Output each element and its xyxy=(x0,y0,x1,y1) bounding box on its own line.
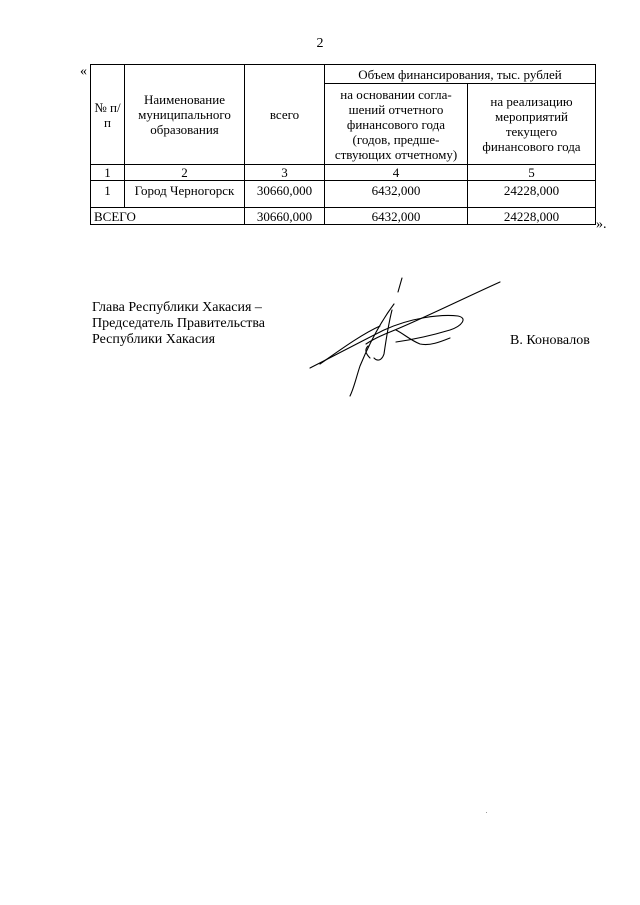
header-name: Наименование муниципального образования xyxy=(125,65,245,165)
row-num: 1 xyxy=(91,181,125,208)
column-number: 3 xyxy=(245,165,325,181)
row-name: Город Черногорск xyxy=(125,181,245,208)
table-row xyxy=(91,181,596,208)
quote-open: « xyxy=(80,64,87,79)
column-number: 5 xyxy=(468,165,596,181)
column-number-row xyxy=(91,165,596,181)
header-num: № п/п xyxy=(91,65,125,165)
column-number: 2 xyxy=(125,165,245,181)
total-sum: 30660,000 xyxy=(245,208,325,225)
scan-speck xyxy=(486,812,487,813)
column-number: 1 xyxy=(91,165,125,181)
page-number: 2 xyxy=(316,36,324,51)
header-agreements: на основании согла-шений отчетного финансового года (годов, предше-ствующих отчетному) xyxy=(325,84,468,165)
row-total: 30660,000 xyxy=(245,181,325,208)
column-number: 4 xyxy=(325,165,468,181)
header-total: всего xyxy=(245,65,325,165)
total-agreements: 6432,000 xyxy=(325,208,468,225)
signature-block xyxy=(92,300,265,348)
total-row xyxy=(91,208,596,225)
total-label: ВСЕГО xyxy=(91,208,245,225)
signer-name: В. Коновалов xyxy=(510,333,590,348)
financing-table xyxy=(90,64,596,225)
signer-title-line1: Глава Республики Хакасия – xyxy=(92,300,262,315)
signer-title-line3: Республики Хакасия xyxy=(92,332,216,347)
handwritten-signature-icon xyxy=(300,270,510,405)
header-current: на реализацию мероприятий текущего финансового года xyxy=(468,84,596,165)
row-agreements: 6432,000 xyxy=(325,181,468,208)
quote-close: ». xyxy=(596,217,607,232)
signer-title-line2: Председатель Правительства xyxy=(92,316,265,331)
header-financing: Объем финансирования, тыс. рублей xyxy=(325,65,596,84)
row-current: 24228,000 xyxy=(468,181,596,208)
total-current: 24228,000 xyxy=(468,208,596,225)
